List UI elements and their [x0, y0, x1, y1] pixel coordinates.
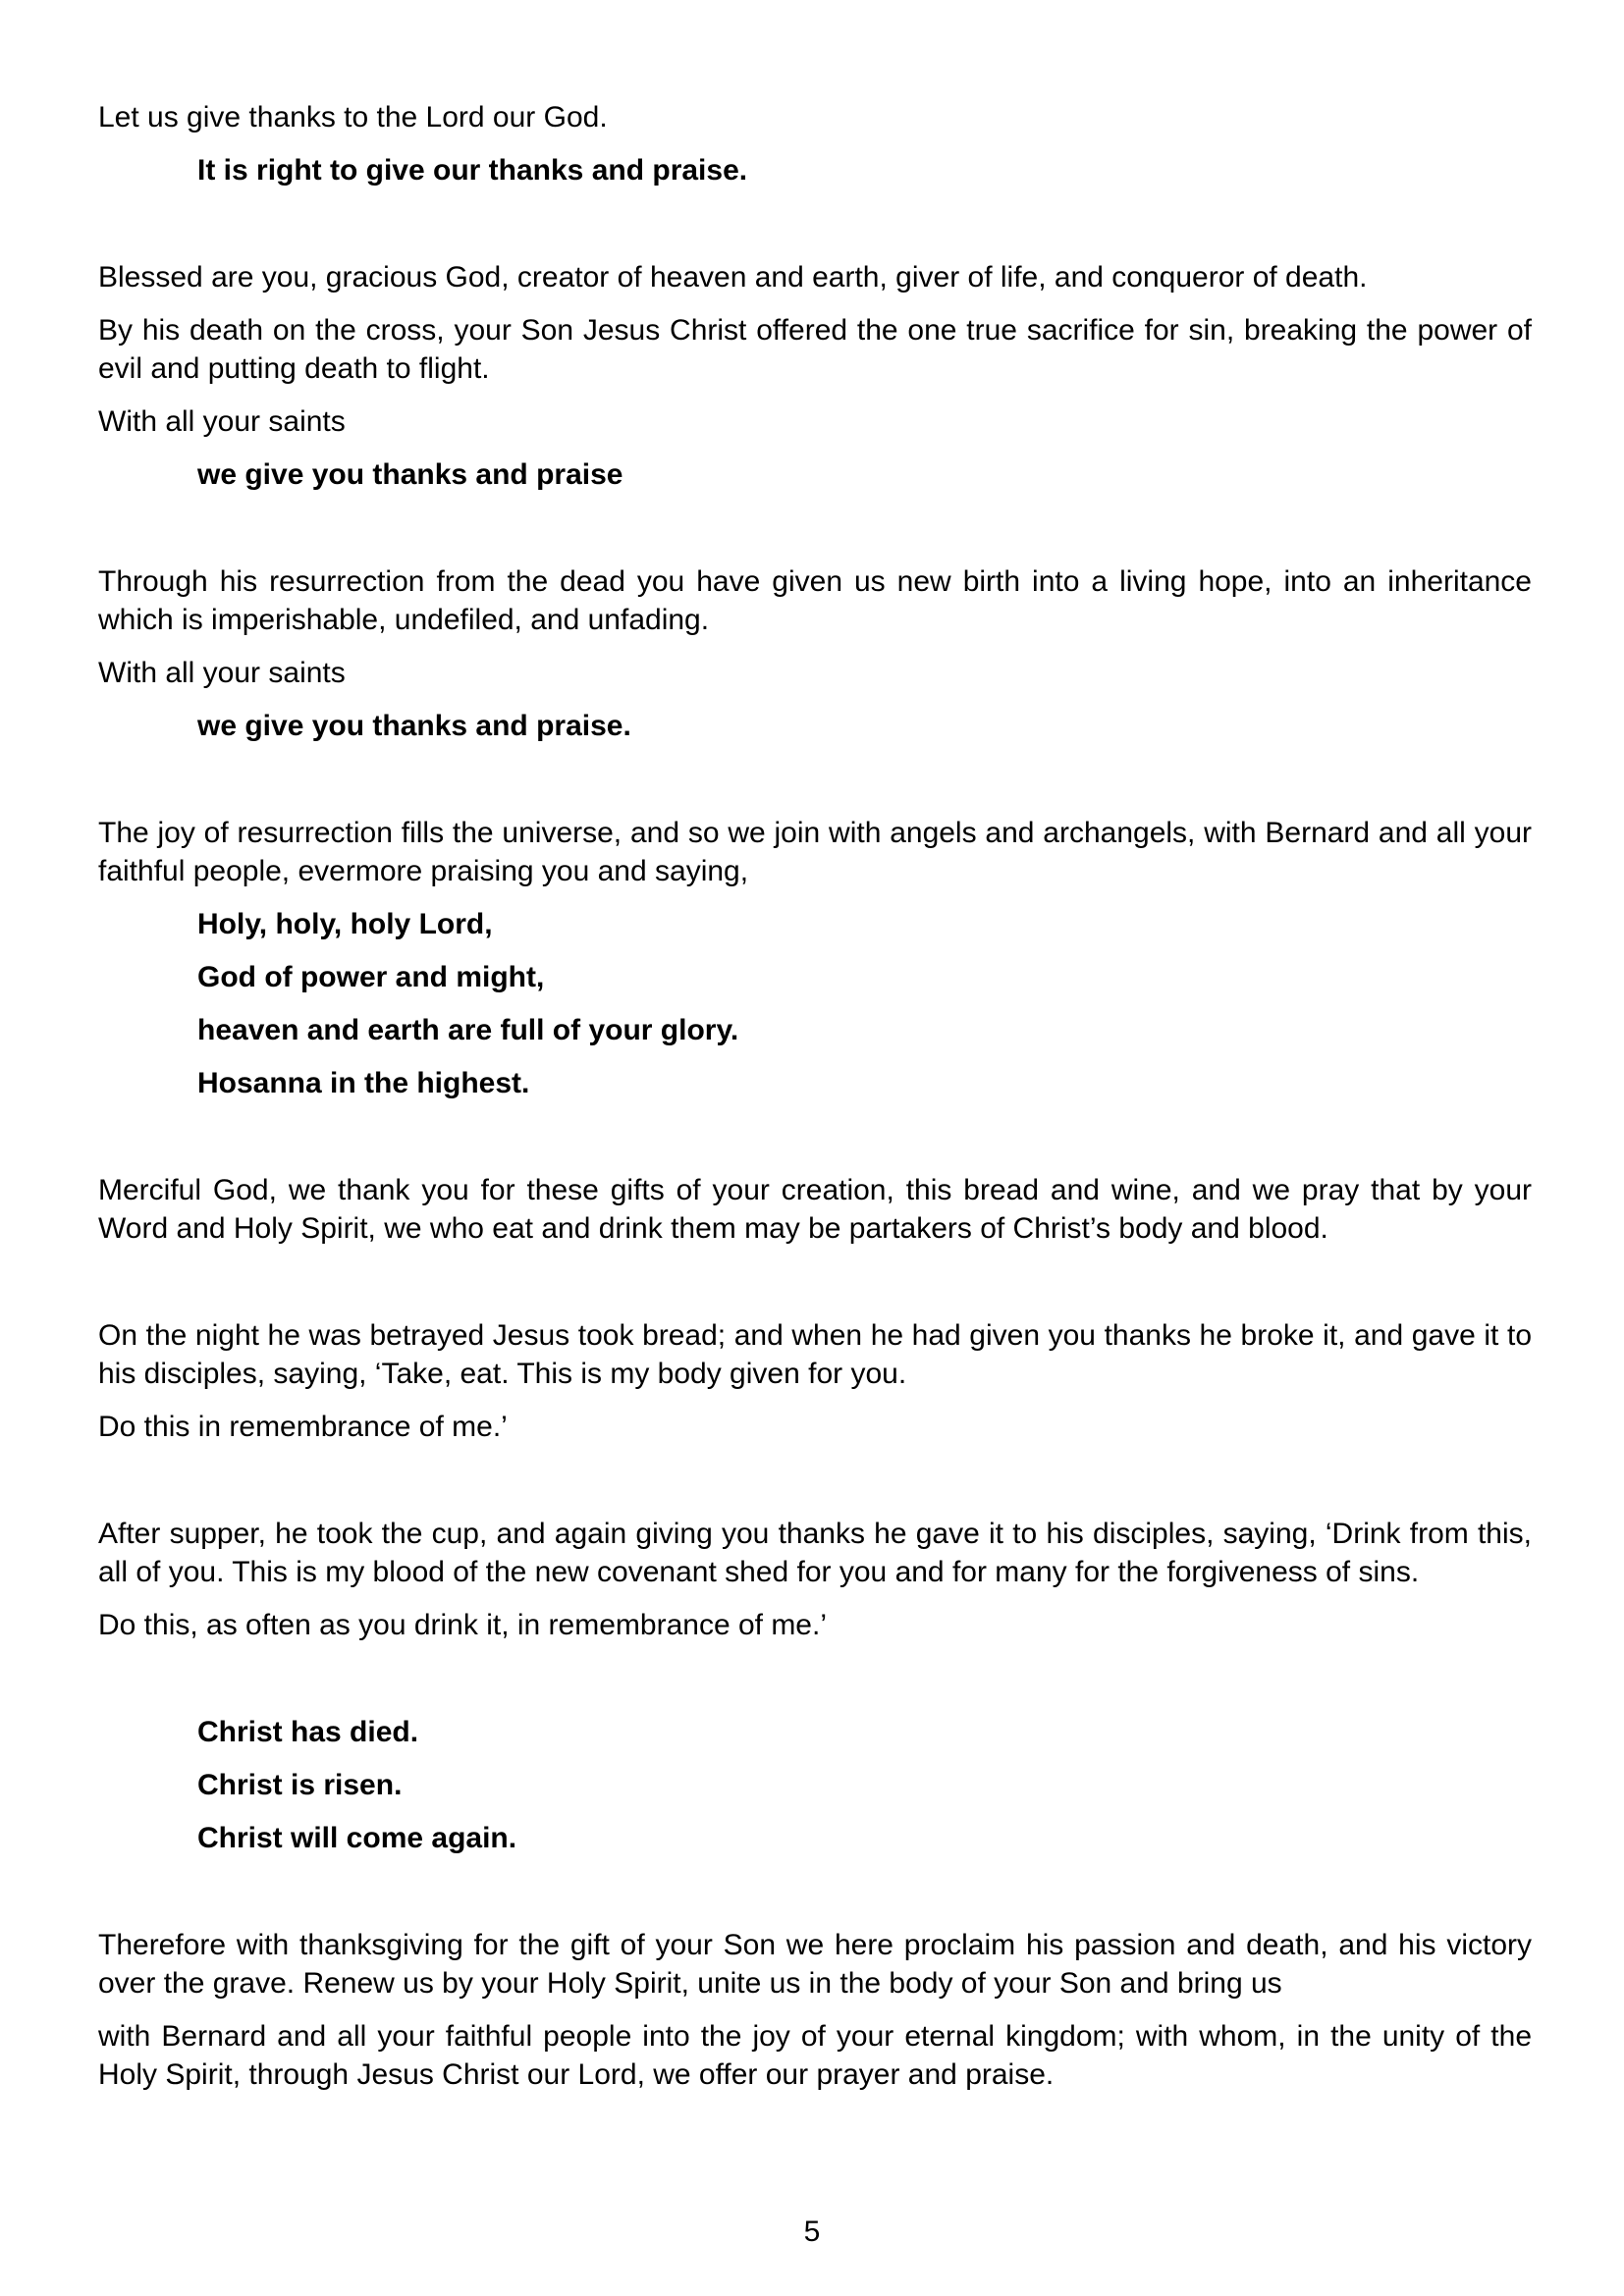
liturgy-paragraph: with Bernard and all your faithful people into the joy of your eternal kingdom; with whom, in the unity of the Holy Spirit, through Jesus Christ our Lord, we offer our prayer and praise. — [98, 2020, 1532, 2091]
liturgy-paragraph: Do this, as often as you drink it, in remembrance of me.’ — [98, 1609, 827, 1641]
response-line: we give you thanks and praise. — [197, 710, 631, 742]
page-number: 5 — [803, 2216, 821, 2248]
response-line: heaven and earth are full of your glory. — [197, 1014, 739, 1046]
liturgy-paragraph: After supper, he took the cup, and again giving you thanks he gave it to his disciples, saying, ‘Drink from this, all of you. This is my blood of the new covenant shed for you and for many for the forgiveness of sins. — [98, 1518, 1532, 1588]
liturgy-paragraph: Through his resurrection from the dead you have given us new birth into a living hope, into an inheritance which is imperishable, undefiled, and unfading. — [98, 565, 1532, 636]
liturgy-paragraph: Therefore with thanksgiving for the gift of your Son we here proclaim his passion and death, and his victory over the grave. Renew us by your Holy Spirit, unite us in the body of your Son and bring us — [98, 1929, 1532, 2000]
response-line: Holy, holy, holy Lord, — [197, 908, 493, 940]
response-line: God of power and might, — [197, 961, 545, 993]
liturgy-paragraph: With all your saints — [98, 405, 346, 438]
liturgy-paragraph: Let us give thanks to the Lord our God. — [98, 101, 608, 133]
liturgy-paragraph: With all your saints — [98, 657, 346, 689]
response-line: Hosanna in the highest. — [197, 1067, 530, 1099]
liturgy-text — [98, 98, 1532, 2094]
response-line: It is right to give our thanks and praise. — [197, 154, 748, 187]
response-line: Christ will come again. — [197, 1822, 517, 1854]
response-line: Christ is risen. — [197, 1769, 403, 1801]
response-line: we give you thanks and praise — [197, 458, 623, 491]
liturgy-paragraph: Blessed are you, gracious God, creator of heaven and earth, giver of life, and conqueror of death. — [98, 261, 1368, 294]
liturgy-paragraph: The joy of resurrection fills the universe, and so we join with angels and archangels, with Bernard and all your faithful people, evermore praising you and saying, — [98, 817, 1532, 887]
liturgy-paragraph: Do this in remembrance of me.’ — [98, 1411, 508, 1443]
response-line: Christ has died. — [197, 1716, 419, 1748]
liturgy-paragraph: By his death on the cross, your Son Jesus Christ offered the one true sacrifice for sin, breaking the power of evil and putting death to flight. — [98, 314, 1532, 385]
liturgy-paragraph: Merciful God, we thank you for these gifts of your creation, this bread and wine, and we pray that by your Word and Holy Spirit, we who eat and drink them may be partakers of Christ’s body and blood. — [98, 1174, 1532, 1245]
liturgy-paragraph: On the night he was betrayed Jesus took bread; and when he had given you thanks he broke it, and gave it to his disciples, saying, ‘Take, eat. This is my body given for you. — [98, 1319, 1532, 1390]
